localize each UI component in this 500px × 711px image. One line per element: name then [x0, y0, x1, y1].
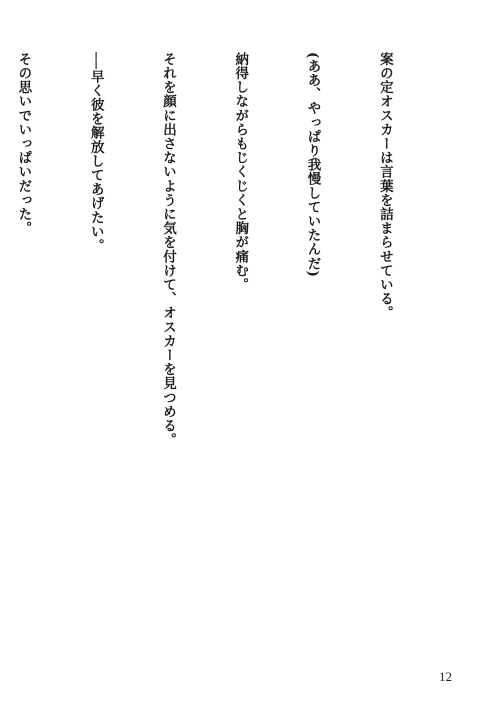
page-number: 12: [439, 669, 452, 684]
vertical-text-body: [0, 52, 445, 492]
text-line: (ああ、やっぱり我慢していたんだ): [304, 52, 321, 278]
text-line: 案の定オスカーは言葉を詰まらせている。: [376, 52, 393, 320]
text-line: その思いでいっぱいだった。: [15, 52, 32, 236]
text-line: それを顔に出さないように気を付けて、オスカーを見つめる。: [159, 52, 176, 447]
text-line: 納得しながらもじくじくと胸が痛む。: [232, 52, 249, 292]
text-line: ──早く彼を解放してあげたい。: [87, 52, 104, 253]
